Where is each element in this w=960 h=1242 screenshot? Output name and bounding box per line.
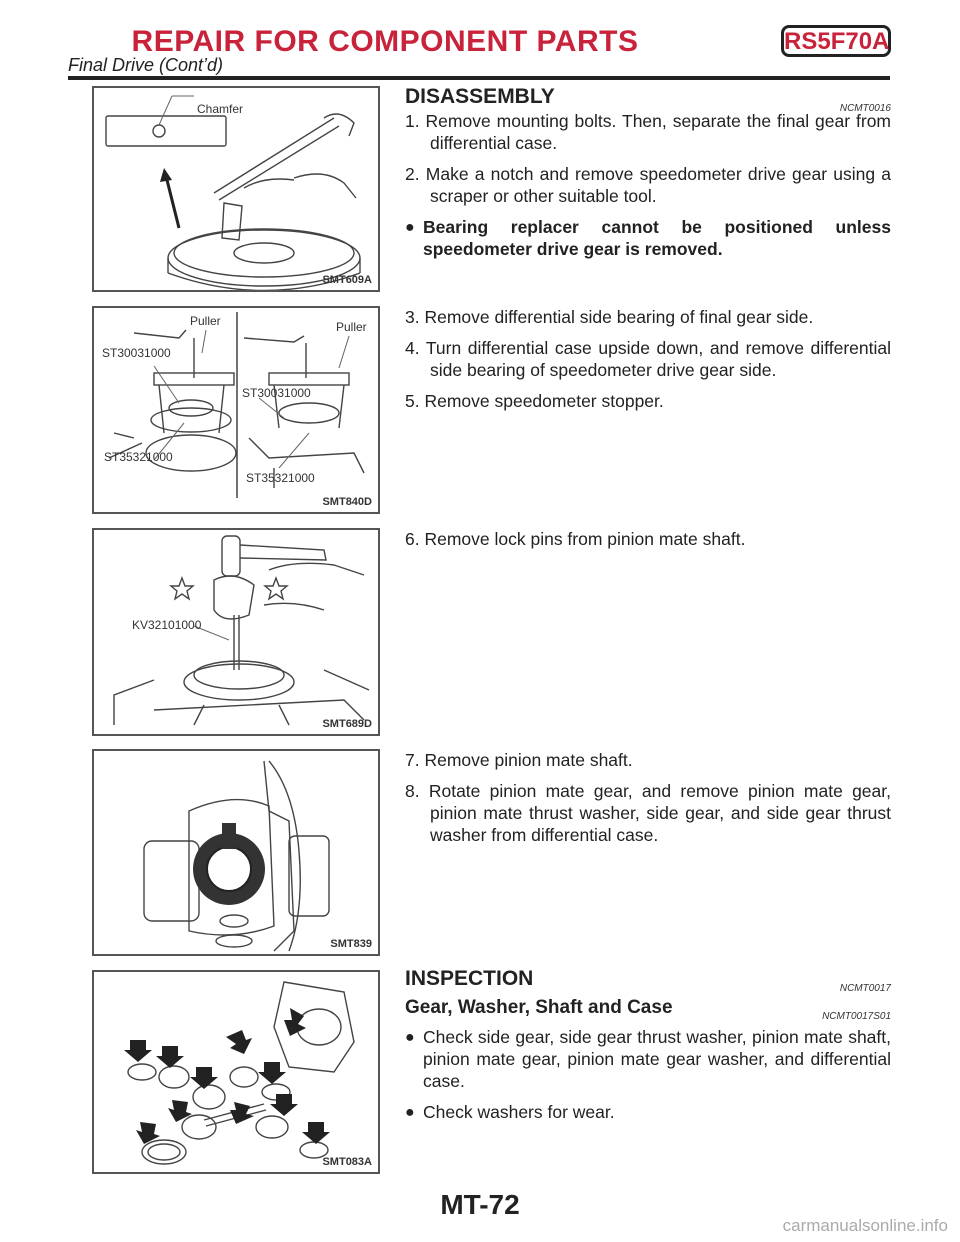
arrow-icon bbox=[124, 1040, 152, 1062]
inspection-heading: INSPECTION bbox=[405, 967, 534, 990]
inspection-subheading: Gear, Washer, Shaft and Case bbox=[405, 997, 673, 1018]
lock-pin-removal-illustration bbox=[94, 530, 378, 734]
arrow-icon bbox=[160, 168, 172, 182]
figure-smt689d bbox=[92, 528, 380, 736]
caution-bullet bbox=[405, 216, 891, 260]
bearing-steps bbox=[405, 306, 891, 421]
bullet-icon: ● bbox=[405, 1029, 415, 1046]
page-header-title: REPAIR FOR COMPONENT PARTS bbox=[131, 25, 639, 58]
arrow-icon bbox=[258, 1062, 286, 1084]
figure-smt840d bbox=[92, 306, 380, 514]
figure-smt839 bbox=[92, 749, 380, 956]
inspection-bullet-1: ● Check side gear, side gear thrust washer, pinion mate shaft, pinion mate gear, pinion mate gear washer, and differential case. bbox=[405, 1027, 891, 1091]
step-8: 8. Rotate pinion mate gear, and remove pinion mate gear, pinion mate thrust washer, side gear, and side gear thrust washer from differential case. bbox=[405, 781, 891, 845]
arrow-icon bbox=[302, 1122, 330, 1144]
arrow-icon bbox=[284, 1008, 306, 1036]
figure-code: SMT083A bbox=[322, 1156, 372, 1168]
figure-code: SMT609A bbox=[322, 274, 372, 286]
gear-washer-parts-illustration bbox=[94, 972, 378, 1172]
callout-st30031000-left: ST30031000 bbox=[102, 346, 171, 360]
page-subtitle: Final Drive (Cont’d) bbox=[68, 55, 224, 75]
lock-pin-steps bbox=[405, 528, 891, 559]
bullet-icon: ● bbox=[405, 1104, 415, 1121]
callout-st30031000-right: ST30031000 bbox=[242, 386, 311, 400]
gear-chamfer-illustration bbox=[94, 88, 378, 290]
caution-text: Bearing replacer cannot be positioned unless speedometer drive gear is removed. bbox=[423, 217, 891, 259]
arrow-icon bbox=[156, 1046, 184, 1068]
page-number: MT-72 bbox=[440, 1189, 520, 1220]
inspection-section bbox=[405, 968, 891, 1132]
bullet-icon: ● bbox=[405, 219, 415, 236]
callout-st35321000-right: ST35321000 bbox=[246, 471, 315, 485]
pinion-steps bbox=[405, 749, 891, 855]
figure-code: SMT840D bbox=[322, 496, 372, 508]
figure-smt609a bbox=[92, 86, 380, 292]
step-2: 2. Make a notch and remove speedometer drive gear using a scraper or other suitable tool. bbox=[405, 164, 891, 206]
header-rule bbox=[68, 76, 890, 80]
step-4: 4. Turn differential case upside down, and remove differential side bearing of speedometer drive gear side. bbox=[405, 338, 891, 380]
star-icon bbox=[265, 578, 287, 599]
step-5: 5. Remove speedometer stopper. bbox=[405, 391, 664, 411]
differential-case-illustration bbox=[94, 751, 378, 954]
step-1: 1. Remove mounting bolts. Then, separate the final gear from differential case. bbox=[405, 111, 891, 153]
disassembly-section bbox=[405, 86, 891, 269]
disassembly-ref: NCMT0016 bbox=[839, 103, 891, 114]
arrow-icon bbox=[168, 1100, 192, 1122]
model-badge: RS5F70A bbox=[781, 25, 891, 57]
watermark: carmanualsonline.info bbox=[782, 1216, 948, 1235]
inspection-ref: NCMT0017 bbox=[839, 983, 891, 994]
callout-chamfer: Chamfer bbox=[197, 102, 244, 116]
step-6: 6. Remove lock pins from pinion mate shaft. bbox=[405, 529, 746, 549]
figure-smt083a bbox=[92, 970, 380, 1174]
step-7: 7. Remove pinion mate shaft. bbox=[405, 750, 633, 770]
bearing-puller-illustration bbox=[94, 308, 378, 512]
disassembly-heading: DISASSEMBLY bbox=[405, 85, 555, 108]
inspection-bullet-2: ● Check washers for wear. bbox=[405, 1102, 615, 1122]
figure-code: SMT689D bbox=[322, 718, 372, 730]
star-icon bbox=[171, 578, 193, 599]
callout-puller-left: Puller bbox=[190, 314, 221, 328]
inspection-subref: NCMT0017S01 bbox=[822, 1011, 891, 1022]
arrow-icon bbox=[226, 1030, 252, 1054]
callout-puller-right: Puller bbox=[336, 320, 367, 334]
step-3: 3. Remove differential side bearing of final gear side. bbox=[405, 307, 814, 327]
figure-code: SMT839 bbox=[330, 938, 372, 950]
arrow-icon bbox=[270, 1094, 298, 1116]
callout-st35321000-left: ST35321000 bbox=[104, 450, 173, 464]
callout-kv32101000: KV32101000 bbox=[132, 618, 202, 632]
arrow-icon bbox=[230, 1102, 254, 1124]
